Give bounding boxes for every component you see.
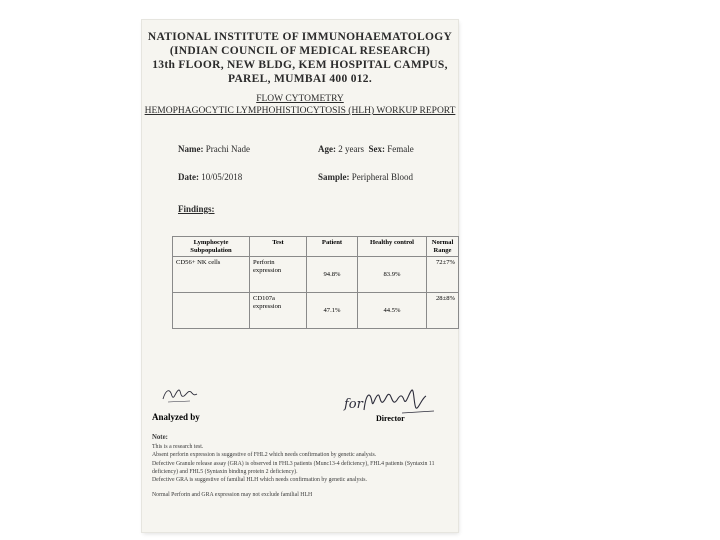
signature-prefix: for xyxy=(344,397,363,412)
col-patient: Patient xyxy=(307,237,358,257)
cell-test: Perforin expression xyxy=(250,257,307,293)
table-row xyxy=(173,293,459,329)
cell-subpopulation: CD56+ NK cells xyxy=(173,257,250,293)
analyst-signature xyxy=(160,384,200,406)
col-subpopulation: Lymphocyte Subpopulation xyxy=(173,237,250,257)
results-table xyxy=(172,236,459,329)
note-line: Absent perforin expression is suggestive of FHL2 which needs confirmation by genetic analysis. xyxy=(152,452,377,459)
age-label: Age: xyxy=(318,144,336,154)
cell-control: 44.5% xyxy=(358,293,427,329)
sample-type xyxy=(318,172,413,182)
cell-range: 28±8% xyxy=(427,293,459,329)
sex-label: Sex: xyxy=(368,144,385,154)
analyzed-by-label: Analyzed by xyxy=(152,412,200,422)
report-title: HEMOPHAGOCYTIC LYMPHOHISTIOCYTOSIS (HLH) WORKUP REPORT xyxy=(144,106,456,116)
patient-age-sex xyxy=(318,144,414,154)
sample-label: Sample: xyxy=(318,172,350,182)
notes-title: Note: xyxy=(152,434,168,441)
patient-name xyxy=(178,144,250,154)
notes-section xyxy=(152,433,452,499)
date-value: 10/05/2018 xyxy=(201,172,243,182)
address-line-2: PAREL, MUMBAI 400 012. xyxy=(227,73,373,85)
col-range: Normal Range xyxy=(427,237,459,257)
name-label: Name: xyxy=(178,144,204,154)
cell-test: CD107a expression xyxy=(250,293,307,329)
cell-patient: 94.8% xyxy=(307,257,358,293)
table-header-row xyxy=(173,237,459,257)
col-test: Test xyxy=(250,237,307,257)
report-date xyxy=(178,172,242,182)
date-label: Date: xyxy=(178,172,199,182)
note-line: Defective Granule release assay (GRA) is observed in FHL3 patients (Munc13-4 deficiency), FHL4 patients (Syntaxin 11 deficiency) and FHL5 (Syntaxin binding protein 2 deficiency). xyxy=(152,460,435,476)
table-row xyxy=(173,257,459,293)
cell-subpopulation xyxy=(173,293,250,329)
address-line-1: 13th FLOOR, NEW BLDG, KEM HOSPITAL CAMPUS, xyxy=(152,59,448,71)
findings-label: Findings: xyxy=(178,204,215,214)
col-control: Healthy control xyxy=(358,237,427,257)
cell-patient: 47.1% xyxy=(307,293,358,329)
cell-range: 72±7% xyxy=(427,257,459,293)
institute-name: NATIONAL INSTITUTE OF IMMUNOHAEMATOLOGY xyxy=(147,31,453,43)
sample-value: Peripheral Blood xyxy=(351,172,413,182)
notes-footer: Normal Perforin and GRA expression may not exclude familial HLH xyxy=(152,491,313,498)
age-value: 2 years xyxy=(338,144,364,154)
sex-value: Female xyxy=(387,144,414,154)
note-line: Defective GRA is suggestive of familial HLH which needs confirmation by genetic analysis. xyxy=(152,477,367,484)
report-type: FLOW CYTOMETRY xyxy=(256,94,344,104)
council-name: (INDIAN COUNCIL OF MEDICAL RESEARCH) xyxy=(169,45,431,57)
director-label: Director xyxy=(376,414,405,423)
note-line: This is a research test. xyxy=(152,443,204,450)
name-value: Prachi Nade xyxy=(205,144,250,154)
cell-control: 83.9% xyxy=(358,257,427,293)
